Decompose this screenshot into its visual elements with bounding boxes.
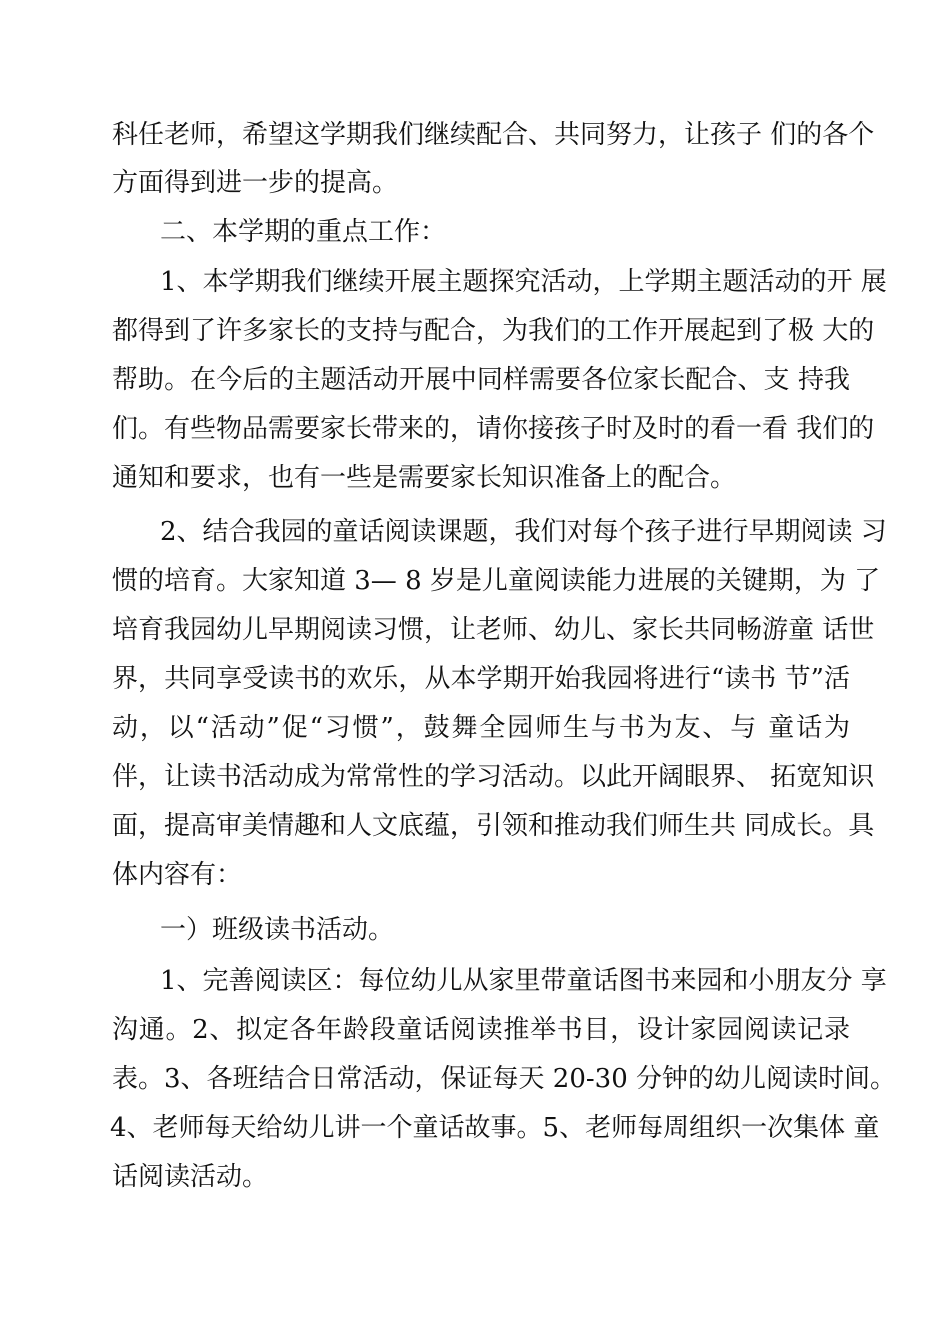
paragraph-line: 2、结合我园的童话阅读课题，我们对每个孩子进行早期阅读 习 bbox=[160, 517, 887, 547]
paragraph-line: 1、完善阅读区：每位幼儿从家里带童话图书来园和小朋友分 享 bbox=[160, 966, 887, 996]
paragraph-line: 沟通。2、拟定各年龄段童话阅读推举书目，设计家园阅读记录 bbox=[112, 1015, 850, 1045]
subsection-heading: 一）班级读书活动。 bbox=[160, 915, 395, 945]
paragraph-line: 方面得到进一步的提高。 bbox=[112, 168, 399, 198]
paragraph-line: 惯的培育。大家知道 3— 8 岁是儿童阅读能力进展的关键期，为 了 bbox=[112, 566, 881, 596]
paragraph-line: 伴，让读书活动成为常常性的学习活动。以此开阔眼界、 拓宽知识 bbox=[112, 762, 875, 792]
paragraph-line: 通知和要求，也有一些是需要家长知识准备上的配合。 bbox=[112, 463, 737, 493]
paragraph-line: 界，共同享受读书的欢乐，从本学期开始我园将进行“读书 节”活 bbox=[112, 664, 850, 694]
paragraph-line: 表。3、各班结合日常活动，保证每天 20-30 分钟的幼儿阅读时间。 bbox=[112, 1064, 897, 1094]
paragraph-line: 体内容有： bbox=[112, 860, 243, 890]
paragraph-line: 4、老师每天给幼儿讲一个童话故事。5、老师每周组织一次集体 童 bbox=[110, 1113, 880, 1143]
paragraph-line: 科任老师，希望这学期我们继续配合、共同努力，让孩子 们的各个 bbox=[112, 120, 875, 150]
paragraph-line: 面，提高审美情趣和人文底蕴，引领和推动我们师生共 同成长。具 bbox=[112, 811, 875, 841]
paragraph-line: 动，以“活动”促“习惯”，鼓舞全园师生与书为友、与 童话为 bbox=[112, 713, 850, 743]
paragraph-line: 们。有些物品需要家长带来的，请你接孩子时及时的看一看 我们的 bbox=[112, 414, 875, 444]
paragraph-line: 1、本学期我们继续开展主题探究活动，上学期主题活动的开 展 bbox=[160, 267, 887, 297]
paragraph-line: 都得到了许多家长的支持与配合，为我们的工作开展起到了极 大的 bbox=[112, 316, 875, 346]
paragraph-line: 培育我园幼儿早期阅读习惯，让老师、幼儿、家长共同畅游童 话世 bbox=[112, 615, 875, 645]
section-heading: 二、本学期的重点工作： bbox=[160, 217, 447, 247]
paragraph-line: 帮助。在今后的主题活动开展中同样需要各位家长配合、支 持我 bbox=[112, 365, 850, 395]
paragraph-line: 话阅读活动。 bbox=[112, 1162, 269, 1192]
